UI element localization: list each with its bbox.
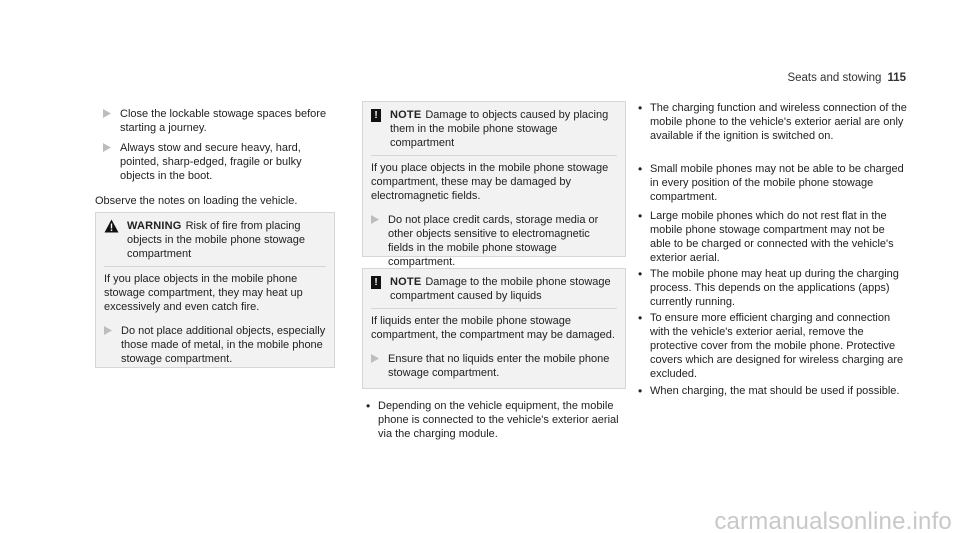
warning-heading-block [127, 219, 326, 261]
step-text: Always stow and secure heavy, hard, pointed, sharp-edged, fragile or bulky objects in the boot. [120, 142, 302, 182]
warning-box [95, 212, 335, 368]
note-header [363, 269, 625, 308]
observe-text: Observe the notes on loading the vehicle. [95, 195, 298, 207]
list-item [638, 101, 908, 143]
section-title: Seats and stowing [787, 72, 882, 84]
step-arrow-icon [371, 354, 379, 363]
page-number: 115 [887, 72, 906, 84]
step-stow-objects [103, 141, 335, 183]
note-heading-block [390, 275, 617, 303]
list-item [638, 384, 908, 398]
list-item [366, 399, 624, 441]
list-item-text: Small mobile phones may not be able to be charged in every position of the mobile phone stowage compartment. [650, 163, 904, 203]
bullet-dot-icon: • [638, 209, 643, 223]
note-heading: Damage to objects caused by placing them in the mobile phone stowage compartment [390, 109, 609, 149]
note-title: NOTE [390, 109, 422, 121]
step-text: Close the lockable stowage spaces before starting a journey. [120, 108, 327, 134]
note-body-text: If you place objects in the mobile phone stowage compartment, these may be damaged by electromagnetic fields. [371, 162, 609, 202]
list-item [638, 267, 908, 309]
step-arrow-icon [103, 143, 111, 152]
warning-body [96, 267, 334, 372]
note-heading: Damage to the mobile phone stowage compartment caused by liquids [390, 276, 611, 302]
list-item-text: When charging, the mat should be used if possible. [650, 385, 900, 397]
step-arrow-icon [104, 326, 112, 335]
exclamation-icon: ! [371, 109, 381, 122]
note-title: NOTE [390, 276, 422, 288]
list-item-text: To ensure more efficient charging and connection with the vehicle's exterior aerial, remove the protective cover from the mobile phone. Protective covers which are designed for wireless charging are excluded. [650, 312, 904, 380]
step-arrow-icon [103, 109, 111, 118]
warning-heading: Risk of fire from placing objects in the mobile phone stowage compartment [127, 220, 305, 260]
note-body [363, 309, 625, 386]
bullet-dot-icon: • [638, 162, 643, 176]
step-arrow-icon [371, 215, 379, 224]
warning-triangle-icon [104, 219, 119, 233]
warning-header [96, 213, 334, 266]
step-text: Ensure that no liquids enter the mobile phone stowage compartment. [388, 353, 610, 379]
note-body [363, 156, 625, 275]
bullet-dot-icon: • [366, 399, 371, 413]
list-item-text: Large mobile phones which do not rest flat in the mobile phone stowage compartment may not be able to be charged or connected with the vehicle's exterior aerial. [650, 210, 894, 264]
bullet-dot-icon: • [638, 311, 643, 325]
step-close-stowage [103, 107, 335, 135]
list-item-text: Depending on the vehicle equipment, the mobile phone is connected to the vehicle's exterior aerial via the charging module. [378, 400, 619, 440]
warning-body-text: If you place objects in the mobile phone stowage compartment, they may heat up excessively and even catch fire. [104, 273, 303, 313]
warning-title: WARNING [127, 220, 182, 232]
exclamation-icon: ! [371, 276, 381, 289]
note-body-text: If liquids enter the mobile phone stowage compartment, the compartment may be damaged. [371, 315, 615, 341]
list-item-text: The mobile phone may heat up during the charging process. This depends on the applications (apps) currently running. [650, 268, 899, 308]
page-header [787, 71, 906, 85]
warning-step [104, 324, 326, 366]
list-item [638, 162, 908, 204]
step-text: Do not place credit cards, storage media or other objects sensitive to electromagnetic fields in the mobile phone stowage compartment. [388, 214, 599, 268]
note-heading-block [390, 108, 617, 150]
bullet-dot-icon: • [638, 267, 643, 281]
note-step [371, 352, 617, 380]
note-header [363, 102, 625, 155]
step-text: Do not place additional objects, especially those made of metal, in the mobile phone stowage compartment. [121, 325, 326, 365]
list-item [638, 311, 908, 381]
note-box-electromagnetic [362, 101, 626, 268]
list-item-text: The charging function and wireless connection of the mobile phone to the vehicle's exterior aerial are only available if the ignition is switched on. [650, 102, 907, 142]
note-box-liquids [362, 268, 626, 389]
list-item [638, 209, 908, 265]
note-step [371, 213, 617, 269]
bullet-dot-icon: • [638, 384, 643, 398]
bullet-dot-icon: • [638, 101, 643, 115]
watermark: carmanualsonline.info [714, 508, 952, 533]
